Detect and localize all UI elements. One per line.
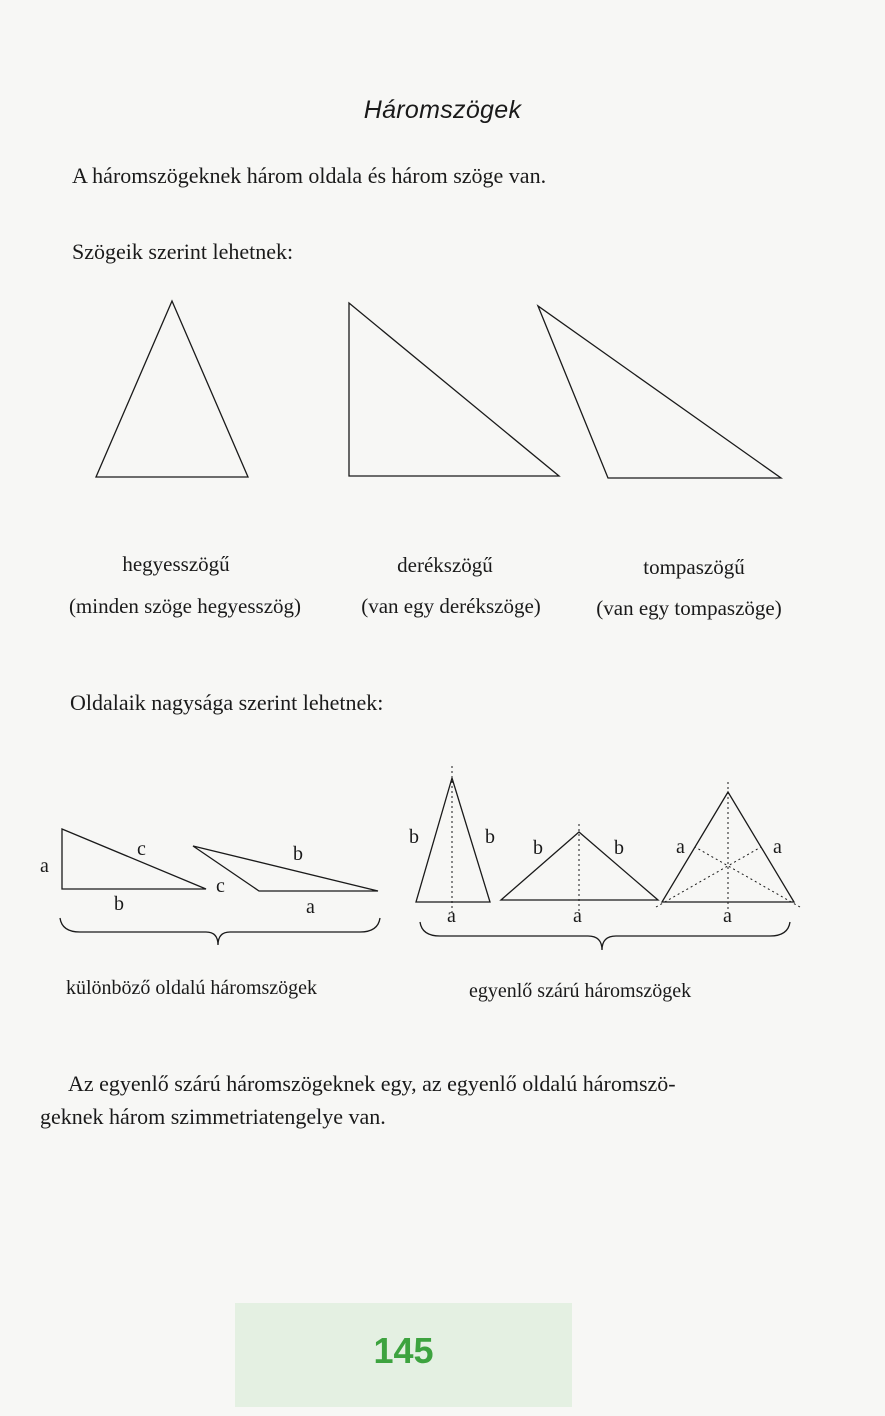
label-a: a: [447, 905, 456, 927]
label-a: a: [723, 905, 732, 927]
label-a: a: [676, 836, 685, 858]
label-a: a: [573, 905, 582, 927]
scalene-triangle-1: [62, 829, 206, 889]
label-c: c: [216, 875, 225, 897]
label-b: b: [293, 843, 303, 865]
isosceles-brace: [420, 922, 790, 950]
right-desc: (van egy derékszöge): [361, 594, 541, 618]
right-triangle: [349, 303, 559, 476]
conclusion-line-1: Az egyenlő szárú háromszögeknek egy, az egyenlő oldalú háromszö-: [68, 1071, 676, 1096]
intro-text: A háromszögeknek három oldala és három szöge van.: [72, 163, 547, 188]
scalene-caption: különböző oldalú háromszögek: [66, 977, 318, 999]
obtuse-name: tompaszögű: [643, 555, 745, 579]
acute-triangle: [96, 301, 248, 477]
scalene-brace: [60, 918, 380, 945]
label-b: b: [114, 893, 124, 915]
label-c: c: [137, 838, 146, 860]
label-a: a: [40, 855, 49, 877]
label-a: a: [773, 836, 782, 858]
conclusion-line-2: geknek három szimmetriatengelye van.: [40, 1104, 386, 1129]
acute-name: hegyesszögű: [122, 552, 230, 576]
acute-desc: (minden szöge hegyesszög): [68, 594, 302, 618]
label-b: b: [614, 837, 624, 859]
obtuse-desc: (van egy tompaszöge): [596, 596, 782, 620]
label-b: b: [533, 837, 543, 859]
page-title: Háromszögek: [363, 96, 522, 124]
right-name: derékszögű: [397, 553, 493, 577]
label-b: b: [485, 826, 495, 848]
side-heading: Oldalaik nagysága szerint lehetnek:: [70, 690, 384, 715]
angle-heading: Szögeik szerint lehetnek:: [72, 239, 294, 264]
label-b: b: [409, 826, 419, 848]
label-a: a: [306, 896, 315, 918]
page-number: 145: [373, 1330, 434, 1371]
obtuse-triangle: [538, 306, 781, 478]
isosceles-caption: egyenlő szárú háromszögek: [469, 980, 692, 1002]
isosceles-triangle-1: [416, 778, 490, 902]
